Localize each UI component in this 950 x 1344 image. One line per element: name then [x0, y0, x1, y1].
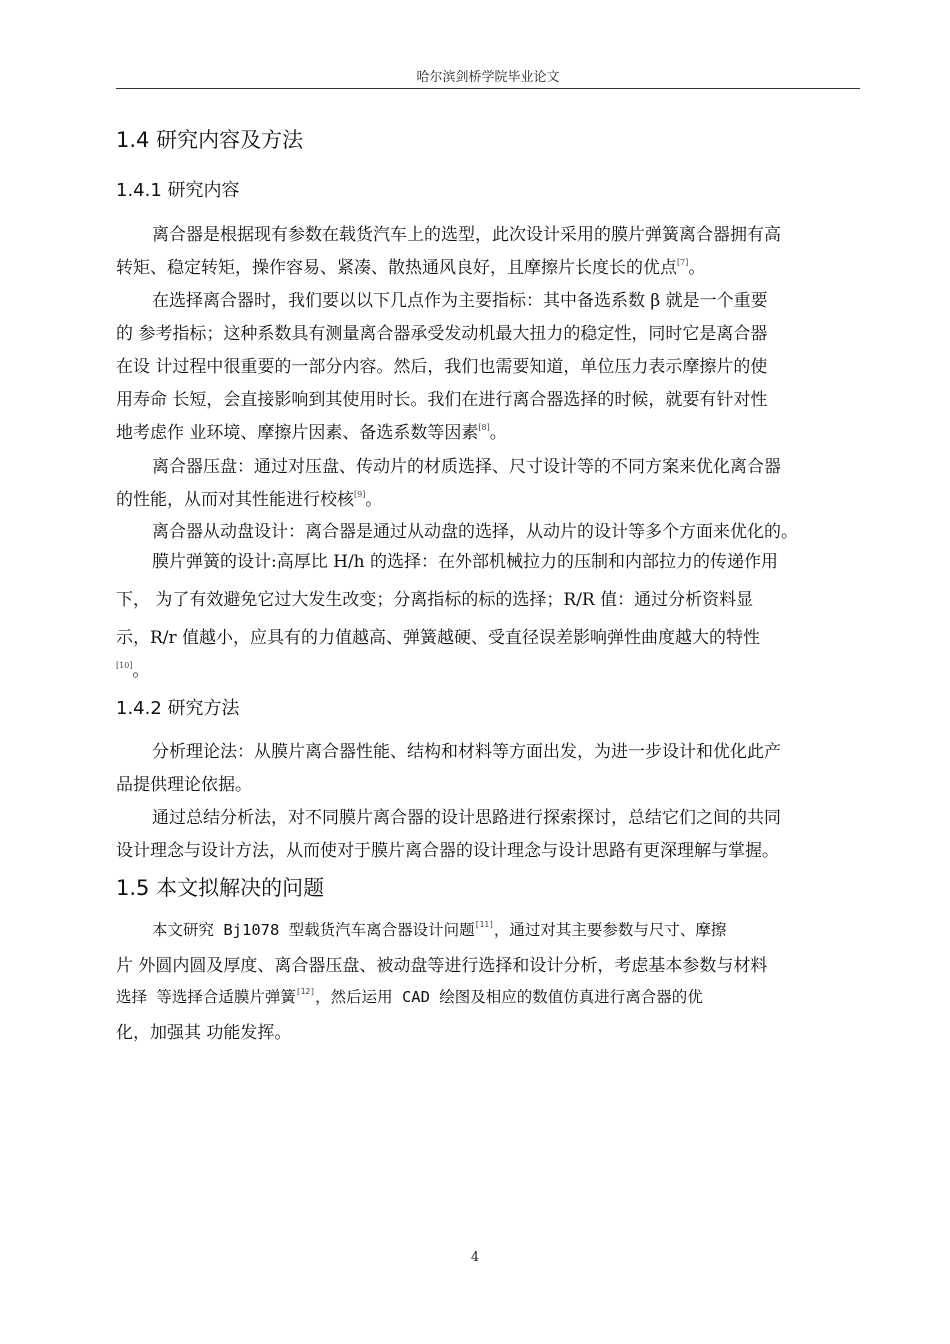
paragraph-line: 示，R/r 值越小，应具有的力值越高、弹簧越硬、受直径误差影响弹性曲度越大的特性	[116, 628, 761, 648]
paragraph-line: 离合器是根据现有参数在载货汽车上的选型，此次设计采用的膜片弹簧离合器拥有高	[152, 225, 781, 245]
subsection-heading-1-4-2: 1.4.2 研究方法	[116, 698, 240, 719]
paragraph-line: 通过总结分析法，对不同膜片离合器的设计思路进行探索探讨，总结它们之间的共同	[152, 808, 781, 828]
paragraph-line: 离合器压盘：通过对压盘、传动片的材质选择、尺寸设计等的不同方案来优化离合器	[152, 457, 781, 477]
paragraph-line: 品提供理论依据。	[116, 775, 252, 795]
paragraph-line: 用寿命 长短，会直接影响到其使用时长。我们在进行离合器选择的时候，就要有针对性	[116, 390, 768, 410]
paragraph-line: 的 参考指标；这种系数具有测量离合器承受发动机最大扭力的稳定性，同时它是离合器	[116, 324, 768, 344]
paragraph-line: 膜片弹簧的设计:高厚比 H/h 的选择：在外部机械拉力的压制和内部拉力的传递作用	[152, 552, 779, 572]
page-header: 哈尔滨剑桥学院毕业论文	[416, 70, 560, 85]
paragraph-line: 地考虑作 业环境、摩擦片因素、备选系数等因素[8]。	[116, 423, 507, 443]
paragraph-line: [10]。	[116, 661, 150, 681]
page-number: 4	[470, 1250, 480, 1265]
citation-ref: [12]	[295, 987, 316, 996]
paragraph-line: 设计理念与设计方法，从而使对于膜片离合器的设计理念与设计思路有更深理解与掌握。	[116, 841, 779, 861]
citation-ref: [10]	[116, 661, 133, 670]
citation-ref: [8]	[478, 423, 490, 432]
paragraph-line: 离合器从动盘设计：离合器是通过从动盘的选择，从动片的设计等多个方面来优化的。	[152, 522, 798, 542]
section-heading-1-5: 1.5 本文拟解决的问题	[116, 876, 325, 900]
paragraph-line: 选择 等选择合适膜片弹簧[12]，然后运用 CAD 绘图及相应的数值仿真进行离合器的优	[116, 987, 703, 1006]
citation-ref: [11]	[474, 920, 494, 929]
paragraph-line: 本文研究 Bj1078 型载货汽车离合器设计问题[11]，通过对其主要参数与尺寸、摩擦	[152, 920, 727, 939]
paragraph-line: 在设 计过程中很重要的一部分内容。然后，我们也需要知道，单位压力表示摩擦片的使	[116, 357, 768, 377]
citation-ref: [7]	[677, 258, 689, 267]
header-rule	[116, 88, 860, 89]
paragraph-line: 下， 为了有效避免它过大发生改变；分离指标的标的选择；R/R 值：通过分析资料显	[116, 590, 754, 610]
section-heading-1-4: 1.4 研究内容及方法	[116, 128, 304, 152]
paragraph-line: 分析理论法：从膜片离合器性能、结构和材料等方面出发，为进一步设计和优化此产	[152, 742, 781, 762]
paragraph-line: 的性能，从而对其性能进行校核[9]。	[116, 490, 383, 510]
paragraph-line: 化，加强其 功能发挥。	[116, 1023, 292, 1043]
paragraph-line: 在选择离合器时，我们要以以下几点作为主要指标：其中备选系数 β 就是一个重要	[152, 291, 768, 311]
paragraph-line: 转矩、稳定转矩，操作容易、紧凑、散热通风良好，且摩擦片长度长的优点[7]。	[116, 258, 706, 278]
subsection-heading-1-4-1: 1.4.1 研究内容	[116, 180, 240, 201]
citation-ref: [9]	[354, 490, 366, 499]
paragraph-line: 片 外圆内圆及厚度、离合器压盘、被动盘等进行选择和设计分析，考虑基本参数与材料	[116, 956, 768, 976]
